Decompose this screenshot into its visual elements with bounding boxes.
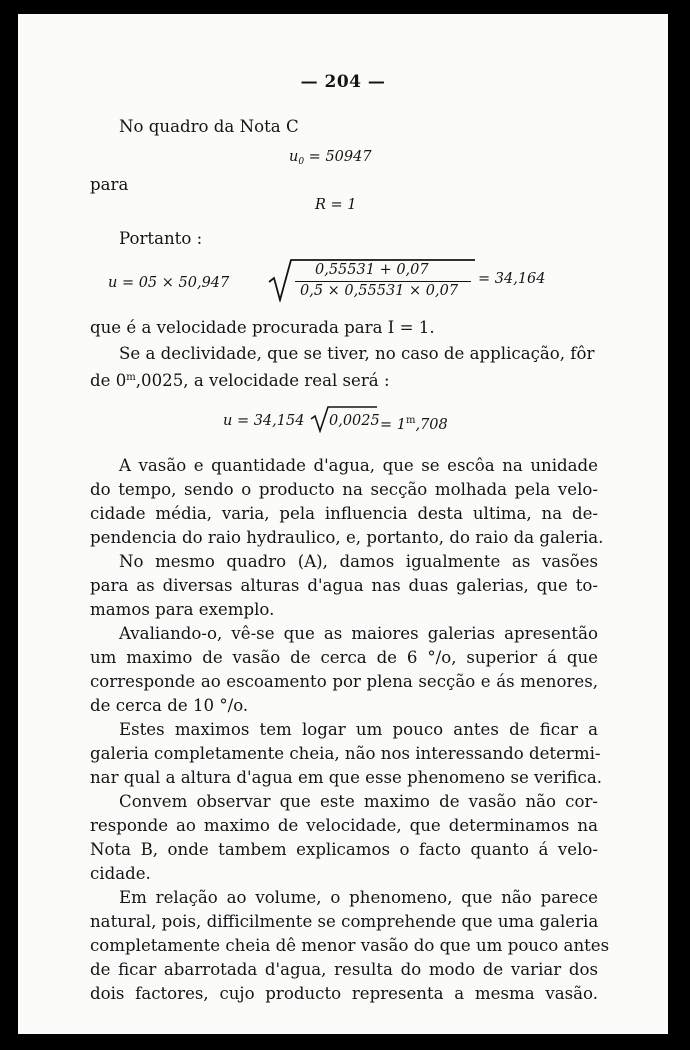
text-line: responde ao maximo de velocidade, que determinamos na [90,816,598,835]
text-line: pendencia do raio hydraulico, e, portanto, do raio da galeria. [90,528,604,547]
text-line: cidade média, varia, pela influencia desta ultima, na de- [90,504,598,523]
eq-u-denominator: 0,5 × 0,55531 × 0,07 [300,283,459,299]
text-fragment: de 0 [90,371,127,390]
page [18,14,668,1034]
text-line: No mesmo quadro (A), damos igualmente as vasões [119,552,598,571]
superscript: m [405,415,416,426]
text-line: natural, pois, difficilmente se comprehende que uma galeria [90,912,599,931]
text-line: cidade. [90,864,151,883]
eq-u-numerator: 0,55531 + 0,07 [315,262,429,278]
eq-u0-value: = 50947 [304,149,372,165]
eq-u-result: = 34,164 [478,271,546,287]
text-line: A vasão e quantidade d'agua, que se escôa na unidade [119,456,598,475]
text-line: mamos para exemplo. [90,600,275,619]
eq-u0-symbol: u [289,149,299,165]
text-line: do tempo, sendo o producto na secção molhada pela velo- [90,480,598,499]
eq2-radicand: 0,0025 [329,413,380,429]
page-number: — 204 — [300,72,386,92]
text-line [90,367,390,392]
eq2-result [380,410,448,436]
text-line: que é a velocidade procurada para I = 1. [90,318,435,337]
text-line: Nota B, onde tambem explicamos o facto quanto á velo- [90,840,598,859]
text-line: para [90,175,129,194]
eq-u0-subscript: 0 [298,157,305,167]
eq2-equals: = 1 [380,417,406,433]
text-line: nar qual a altura d'agua em que esse phenomeno se verifica. [90,768,603,787]
text-line: Se a declividade, que se tiver, no caso de applicação, fôr [119,344,595,363]
text-line: corresponde ao escoamento por plena secção e ás menores, [90,672,598,691]
superscript: m [126,372,136,383]
text-line: Em relação ao volume, o phenomeno, que não parece [119,888,598,907]
text-line: No quadro da Nota C [119,117,299,136]
text-line: Estes maximos tem logar um pouco antes de ficar a [119,720,598,739]
eq2-lhs: u = 34,154 [223,413,305,429]
text-line: para as diversas alturas d'agua nas duas galerias, que to- [90,576,598,595]
text-line: Portanto : [119,229,203,248]
text-line: de ficar abarrotada d'agua, resulta do modo de variar dos [90,960,598,979]
text-line: completamente cheia dê menor vasão do que um pouco antes [90,936,610,955]
equation-R: R = 1 [315,197,357,213]
eq-u-lhs: u = 05 × 50,947 [108,275,230,291]
text-line: Convem observar que este maximo de vasão não cor- [119,792,598,811]
text-line: de cerca de 10 °/o. [90,696,249,715]
text-line: dois factores, cujo producto representa a mesma vasão. [90,984,598,1003]
text-line: Avaliando-o, vê-se que as maiores galerias apresentão [119,624,598,643]
equation-u0 [289,146,372,173]
fraction-bar [295,281,471,282]
text-line: um maximo de vasão de cerca de 6 °/o, superior á que [90,648,598,667]
text-fragment: ,0025, a velocidade real será : [135,371,390,390]
text-line: galeria completamente cheia, não nos interessando determi- [90,744,601,763]
eq2-value: ,708 [415,417,448,433]
